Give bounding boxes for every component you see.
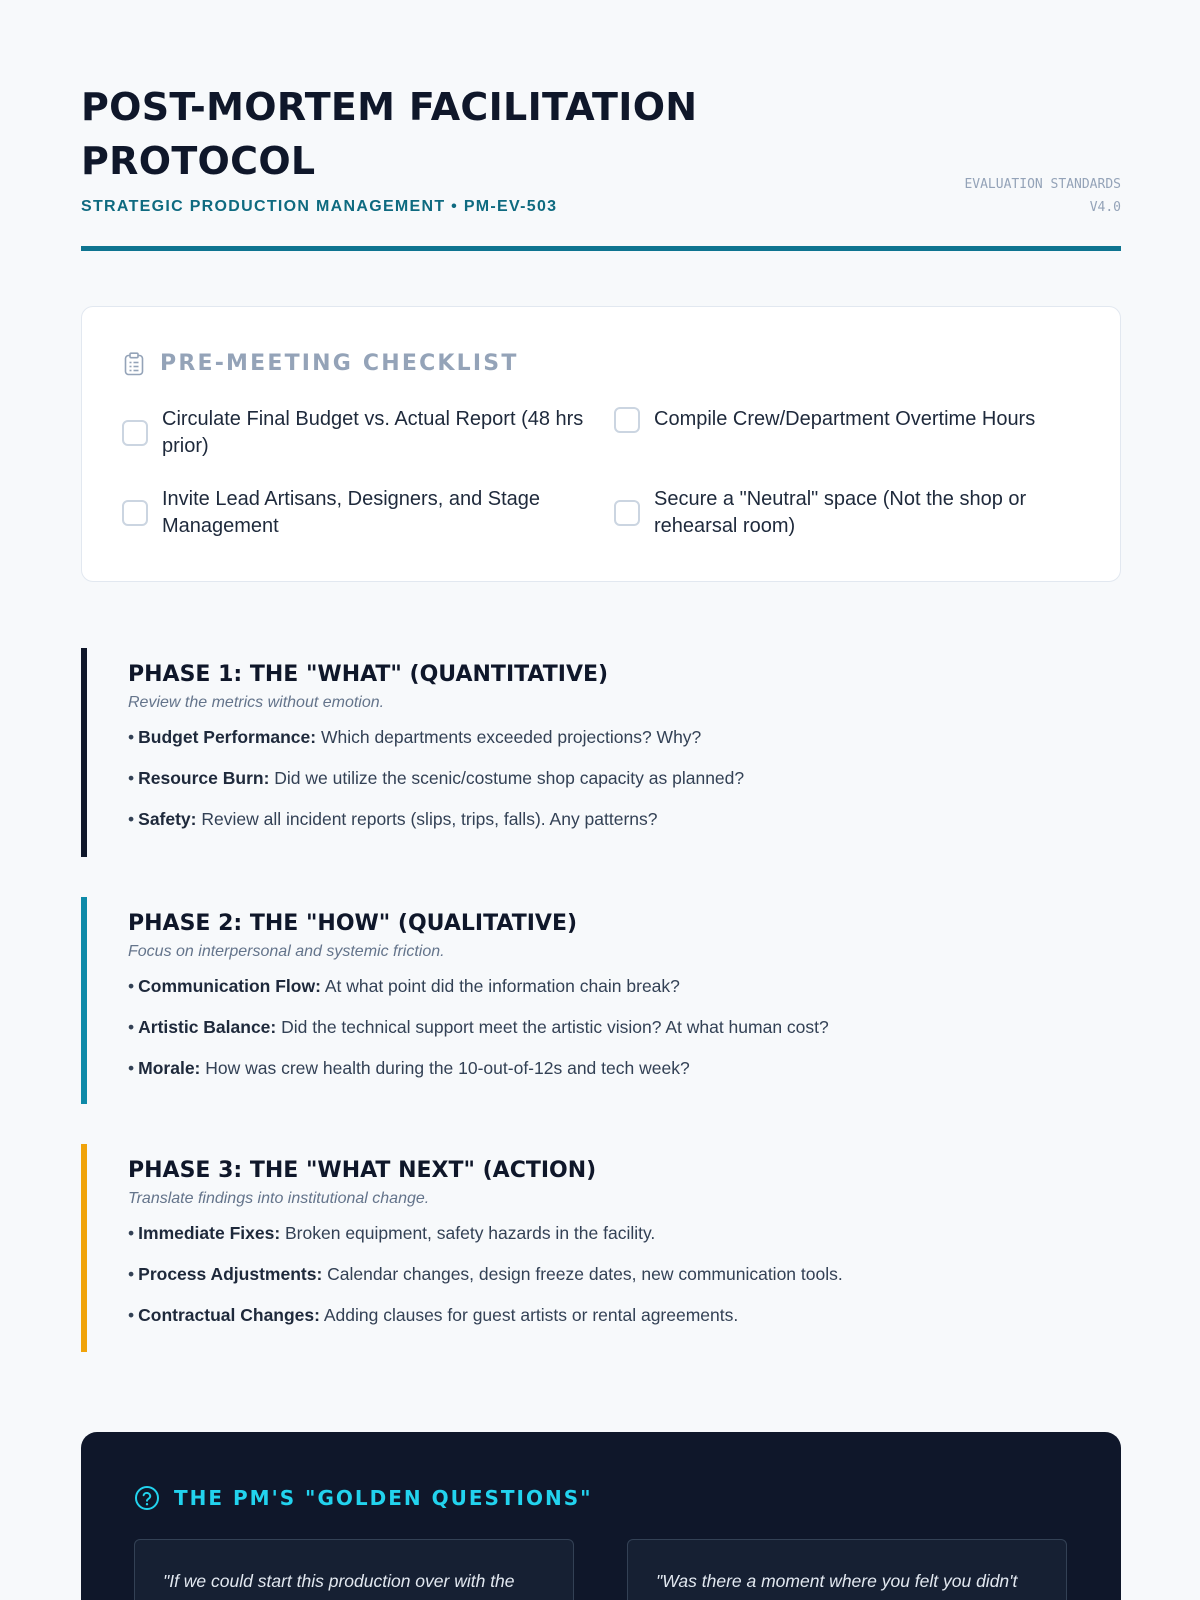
checkbox[interactable]: [122, 420, 148, 446]
item-term: Communication Flow:: [138, 976, 321, 996]
golden-questions-title: THE PM'S "GOLDEN QUESTIONS": [174, 1486, 593, 1510]
bullet: •: [128, 976, 135, 996]
list-item: [128, 1222, 1121, 1263]
phase-list: [128, 1222, 1121, 1345]
item-text: Broken equipment, safety hazards in the facility.: [280, 1223, 656, 1243]
item-text: Which departments exceeded projections? Why?: [316, 727, 702, 747]
list-item: [128, 1263, 1121, 1304]
item-term: Morale:: [138, 1058, 201, 1078]
question-text: "If we could start this production over with the: [163, 1571, 515, 1591]
phase-list: [128, 726, 1121, 849]
item-text: How was crew health during the 10-out-of-12s and tech week?: [200, 1058, 690, 1078]
list-item: [128, 1057, 1121, 1098]
checklist-title: PRE-MEETING CHECKLIST: [160, 351, 519, 376]
question-circle-icon: [134, 1485, 160, 1511]
list-item: [128, 1016, 1121, 1057]
item-text: Review all incident reports (slips, trips, falls). Any patterns?: [196, 809, 658, 829]
bullet: •: [128, 1264, 135, 1284]
list-item: [128, 975, 1121, 1016]
golden-questions-heading: [134, 1485, 593, 1511]
item-term: Process Adjustments:: [138, 1264, 323, 1284]
phase-3-section: [81, 1144, 1121, 1352]
phase-1-section: [81, 648, 1121, 857]
list-item: [128, 808, 1121, 849]
pre-meeting-checklist: [81, 306, 1121, 582]
item-term: Artistic Balance:: [138, 1017, 277, 1037]
checkbox[interactable]: [614, 500, 640, 526]
phase-list: [128, 975, 1121, 1098]
phase-description: Focus on interpersonal and systemic friction.: [128, 943, 445, 960]
bullet: •: [128, 1305, 135, 1325]
phase-description: Review the metrics without emotion.: [128, 694, 385, 711]
question-text: "Was there a moment where you felt you didn't: [656, 1571, 1018, 1591]
phase-accent-bar: [81, 1144, 87, 1352]
checklist-item-label: Compile Crew/Department Overtime Hours: [654, 408, 1036, 430]
page: [81, 0, 1121, 1591]
bullet: •: [128, 1223, 135, 1243]
checkbox[interactable]: [614, 407, 640, 433]
course-subtitle: STRATEGIC PRODUCTION MANAGEMENT • PM-EV-503: [81, 198, 558, 215]
item-text: Calendar changes, design freeze dates, new communication tools.: [322, 1264, 843, 1284]
page-title: POST-MORTEM FACILITATION PROTOCOL: [81, 85, 698, 183]
checklist-item-label: Invite Lead Artisans, Designers, and Stage Management: [162, 488, 541, 537]
list-item: [128, 1304, 1121, 1345]
list-item: [128, 726, 1121, 767]
clipboard-icon: [124, 352, 144, 376]
phase-accent-bar: [81, 897, 87, 1104]
question-card: [627, 1539, 1067, 1600]
document-meta: [964, 173, 1121, 219]
phase-title: PHASE 2: THE "HOW" (QUALITATIVE): [128, 911, 578, 936]
checklist-item-label: Circulate Final Budget vs. Actual Report (48 hrs prior): [162, 408, 584, 457]
phase-title: PHASE 1: THE "WHAT" (QUANTITATIVE): [128, 662, 609, 687]
phase-accent-bar: [81, 648, 87, 857]
item-term: Safety:: [138, 809, 197, 829]
item-text: Did we utilize the scenic/costume shop capacity as planned?: [269, 768, 745, 788]
item-term: Contractual Changes:: [138, 1305, 320, 1325]
phase-2-section: [81, 897, 1121, 1104]
item-term: Immediate Fixes:: [138, 1223, 281, 1243]
item-term: Resource Burn:: [138, 768, 270, 788]
checklist-item-overtime-hours[interactable]: [614, 406, 1084, 433]
document-header: [81, 0, 1121, 251]
checklist-heading: [124, 351, 519, 376]
item-term: Budget Performance:: [138, 727, 317, 747]
bullet: •: [128, 1017, 135, 1037]
item-text: Did the technical support meet the artistic vision? At what human cost?: [276, 1017, 829, 1037]
phase-title: PHASE 3: THE "WHAT NEXT" (ACTION): [128, 1158, 597, 1183]
item-text: Adding clauses for guest artists or rental agreements.: [319, 1305, 739, 1325]
checklist-item-label: Secure a "Neutral" space (Not the shop or rehearsal room): [654, 488, 1027, 537]
bullet: •: [128, 768, 135, 788]
list-item: [128, 767, 1121, 808]
item-text: At what point did the information chain break?: [320, 976, 680, 996]
phase-description: Translate findings into institutional change.: [128, 1190, 430, 1207]
standards-label: EVALUATION STANDARDS: [964, 177, 1121, 192]
bullet: •: [128, 809, 135, 829]
golden-questions-panel: [81, 1432, 1121, 1600]
bullet: •: [128, 727, 135, 747]
checklist-item-budget-report[interactable]: [122, 406, 592, 460]
question-card: [134, 1539, 574, 1600]
bullet: •: [128, 1058, 135, 1078]
checkbox[interactable]: [122, 500, 148, 526]
version-label: V4.0: [1089, 200, 1121, 215]
checklist-item-invite-leads[interactable]: [122, 486, 592, 540]
checklist-item-neutral-space[interactable]: [614, 486, 1084, 540]
